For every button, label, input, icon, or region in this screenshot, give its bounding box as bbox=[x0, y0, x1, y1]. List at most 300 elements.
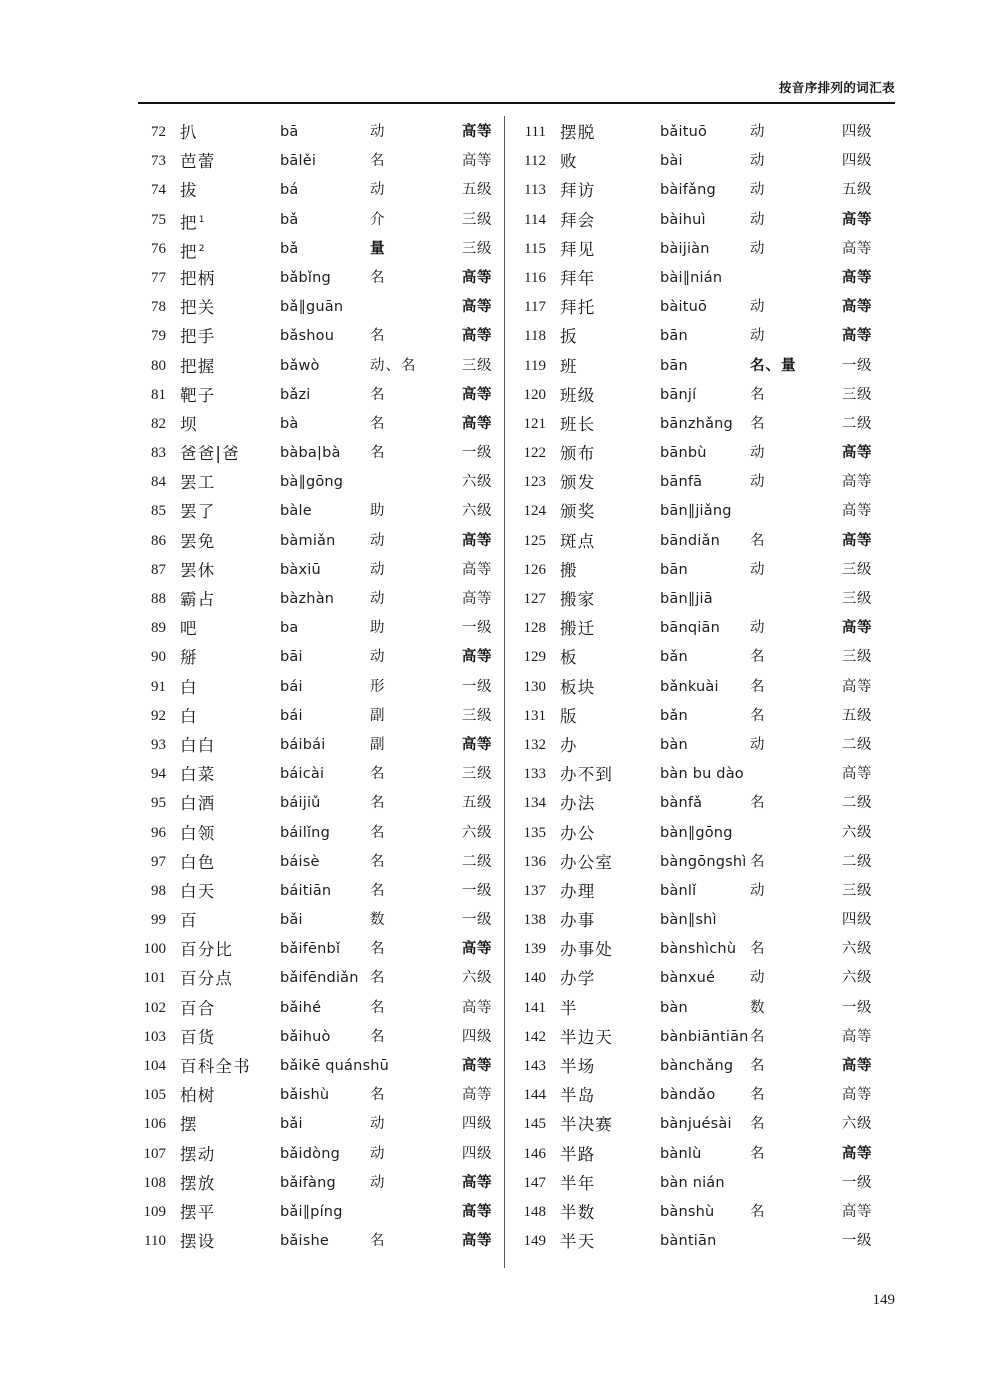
table-row bbox=[132, 731, 504, 760]
entry-level: 三级 bbox=[841, 561, 873, 578]
table-row bbox=[512, 497, 884, 526]
header-rule bbox=[138, 102, 895, 104]
entry-pinyin: bàn∥shì bbox=[660, 912, 717, 929]
entry-headword: 办法 bbox=[560, 794, 596, 814]
entry-pinyin: ba bbox=[280, 620, 299, 637]
entry-pinyin: bàngōngshì bbox=[660, 853, 747, 870]
entry-number: 136 bbox=[523, 853, 546, 870]
entry-number: 101 bbox=[143, 970, 166, 987]
table-row bbox=[512, 527, 884, 556]
table-row bbox=[512, 352, 884, 381]
entry-level: 高等 bbox=[461, 941, 493, 958]
entry-pinyin: bāi bbox=[280, 649, 303, 666]
table-row bbox=[132, 1081, 504, 1110]
entry-number: 138 bbox=[523, 912, 546, 929]
entry-pinyin: bàndǎo bbox=[660, 1087, 716, 1104]
entry-pinyin: bǎbǐng bbox=[280, 269, 331, 286]
entry-level: 三级 bbox=[841, 386, 873, 403]
entry-level: 四级 bbox=[461, 1145, 493, 1162]
entry-level: 五级 bbox=[461, 795, 493, 812]
entry-number: 114 bbox=[524, 211, 546, 228]
table-row bbox=[132, 264, 504, 293]
entry-pinyin: bǎihuò bbox=[280, 1028, 331, 1045]
entry-headword: 靶子 bbox=[180, 385, 216, 405]
entry-number: 127 bbox=[523, 591, 546, 607]
entry-part-of-speech: 名 bbox=[370, 153, 386, 170]
entry-pinyin: bā bbox=[280, 124, 299, 140]
entry-pinyin: bǎ bbox=[280, 240, 299, 257]
entry-part-of-speech: 动 bbox=[370, 124, 386, 140]
entry-level: 高等 bbox=[461, 1203, 493, 1220]
entry-headword: 摆放 bbox=[180, 1173, 216, 1193]
entry-part-of-speech: 动 bbox=[750, 211, 766, 228]
entry-number: 125 bbox=[523, 532, 546, 549]
page-number: 149 bbox=[872, 1292, 895, 1308]
entry-headword: 白 bbox=[180, 677, 198, 697]
entry-headword: 办事 bbox=[560, 911, 596, 931]
entry-pinyin: bànlù bbox=[660, 1145, 702, 1162]
entry-headword: 百货 bbox=[180, 1027, 216, 1047]
entry-level: 高等 bbox=[461, 1058, 493, 1074]
entry-part-of-speech: 动 bbox=[370, 591, 386, 607]
table-row bbox=[512, 731, 884, 760]
entry-number: 97 bbox=[151, 853, 166, 870]
entry-number: 116 bbox=[524, 269, 546, 286]
entry-level: 三级 bbox=[841, 882, 873, 899]
entry-number: 77 bbox=[151, 269, 166, 286]
entry-headword: 百分点 bbox=[180, 969, 234, 989]
table-row bbox=[132, 118, 504, 147]
entry-headword: 把握 bbox=[180, 356, 216, 376]
table-row bbox=[512, 585, 884, 614]
table-row bbox=[512, 264, 884, 293]
entry-level: 高等 bbox=[841, 1028, 873, 1045]
table-row bbox=[512, 848, 884, 877]
entry-level: 一级 bbox=[841, 357, 873, 374]
entry-level: 一级 bbox=[461, 912, 493, 929]
table-row bbox=[512, 994, 884, 1023]
entry-headword: 办理 bbox=[560, 881, 596, 901]
entry-number: 96 bbox=[151, 824, 166, 841]
entry-level: 高等 bbox=[841, 1145, 873, 1162]
table-row bbox=[512, 1023, 884, 1052]
entry-level: 六级 bbox=[461, 824, 493, 841]
entry-headword: 半天 bbox=[560, 1232, 596, 1252]
entry-headword: 半 bbox=[560, 998, 578, 1018]
entry-pinyin: bǎwò bbox=[280, 357, 320, 374]
entry-part-of-speech: 名 bbox=[370, 328, 386, 345]
entry-homograph-index: 2 bbox=[198, 243, 205, 254]
entry-number: 129 bbox=[523, 649, 546, 666]
entry-level: 一级 bbox=[461, 882, 493, 899]
entry-number: 79 bbox=[151, 328, 166, 345]
entry-part-of-speech: 动 bbox=[750, 620, 766, 637]
entry-number: 121 bbox=[523, 415, 546, 432]
entry-part-of-speech: 名 bbox=[370, 415, 386, 432]
entry-level: 六级 bbox=[461, 474, 493, 491]
entry-pinyin: bǎihé bbox=[280, 999, 322, 1016]
table-row bbox=[132, 702, 504, 731]
table-row bbox=[512, 206, 884, 235]
entry-pinyin: bànchǎng bbox=[660, 1058, 734, 1074]
entry-pinyin: bǎifēnbǐ bbox=[280, 941, 341, 958]
entry-part-of-speech: 动 bbox=[750, 445, 766, 462]
entry-part-of-speech: 名 bbox=[370, 1028, 386, 1045]
entry-pinyin: bái bbox=[280, 707, 303, 724]
entry-level: 高等 bbox=[461, 1087, 493, 1104]
entry-headword: 摆动 bbox=[180, 1144, 216, 1164]
entry-part-of-speech: 动 bbox=[750, 736, 766, 753]
entry-part-of-speech: 名 bbox=[370, 1233, 386, 1250]
table-row bbox=[132, 789, 504, 818]
vocabulary-column-right bbox=[512, 118, 884, 1256]
entry-level: 四级 bbox=[461, 1116, 493, 1133]
table-row bbox=[132, 848, 504, 877]
table-row bbox=[512, 118, 884, 147]
table-row bbox=[132, 206, 504, 235]
entry-headword: 百合 bbox=[180, 998, 216, 1018]
entry-homograph-index: 1 bbox=[198, 214, 205, 225]
table-row bbox=[132, 322, 504, 351]
entry-number: 117 bbox=[524, 299, 546, 316]
entry-headword: 爸爸|爸 bbox=[180, 444, 240, 464]
entry-headword: 把$^2$ bbox=[180, 242, 205, 262]
entry-level: 五级 bbox=[841, 707, 873, 724]
running-head: 按音序排列的词汇表 bbox=[778, 80, 895, 95]
table-row bbox=[512, 381, 884, 410]
entry-part-of-speech: 数 bbox=[750, 999, 766, 1016]
entry-level: 高等 bbox=[461, 1233, 493, 1250]
entry-level: 六级 bbox=[461, 503, 493, 520]
entry-level: 六级 bbox=[841, 1116, 873, 1133]
entry-headword: 败 bbox=[560, 152, 578, 172]
entry-pinyin: bàn bbox=[660, 999, 688, 1016]
entry-headword: 办学 bbox=[560, 969, 596, 989]
table-row bbox=[132, 556, 504, 585]
entry-level: 六级 bbox=[841, 941, 873, 958]
table-row bbox=[132, 468, 504, 497]
entry-level: 四级 bbox=[841, 153, 873, 170]
entry-number: 139 bbox=[523, 941, 546, 958]
entry-part-of-speech: 名 bbox=[750, 678, 766, 695]
entry-number: 113 bbox=[524, 182, 546, 199]
entry-headword: 把手 bbox=[180, 327, 216, 347]
entry-number: 83 bbox=[151, 445, 166, 462]
entry-pinyin: bàifǎng bbox=[660, 182, 716, 199]
table-row bbox=[512, 176, 884, 205]
entry-number: 145 bbox=[523, 1116, 546, 1133]
entry-part-of-speech: 助 bbox=[370, 620, 386, 637]
entry-number: 123 bbox=[523, 474, 546, 491]
entry-level: 三级 bbox=[461, 707, 493, 724]
entry-level: 二级 bbox=[841, 853, 873, 870]
entry-pinyin: bǎi∥píng bbox=[280, 1203, 343, 1220]
entry-number: 143 bbox=[523, 1058, 546, 1074]
entry-level: 高等 bbox=[841, 532, 873, 549]
entry-number: 137 bbox=[523, 882, 546, 899]
entry-number: 120 bbox=[523, 386, 546, 403]
entry-headword: 罢了 bbox=[180, 502, 216, 522]
entry-headword: 版 bbox=[560, 706, 578, 726]
entry-number: 142 bbox=[523, 1028, 546, 1045]
entry-number: 92 bbox=[151, 707, 166, 724]
entry-part-of-speech: 形 bbox=[370, 678, 386, 695]
entry-number: 107 bbox=[143, 1145, 166, 1162]
entry-pinyin: bāndiǎn bbox=[660, 532, 720, 549]
entry-headword: 拔 bbox=[180, 181, 198, 201]
entry-number: 118 bbox=[524, 328, 546, 345]
table-row bbox=[132, 527, 504, 556]
entry-number: 73 bbox=[151, 153, 166, 170]
table-row bbox=[132, 293, 504, 322]
entry-pinyin: bàn nián bbox=[660, 1174, 725, 1191]
table-row bbox=[132, 673, 504, 702]
table-row bbox=[512, 1110, 884, 1139]
entry-level: 三级 bbox=[841, 591, 873, 607]
entry-part-of-speech: 动 bbox=[370, 561, 386, 578]
entry-headword: 半数 bbox=[560, 1202, 596, 1222]
entry-number: 85 bbox=[151, 503, 166, 520]
entry-level: 高等 bbox=[461, 269, 493, 286]
entry-pinyin: bān bbox=[660, 328, 688, 345]
table-row bbox=[512, 1052, 884, 1081]
entry-number: 141 bbox=[523, 999, 546, 1016]
entry-headword: 办事处 bbox=[560, 940, 614, 960]
entry-part-of-speech: 动、名 bbox=[370, 357, 417, 374]
table-row bbox=[132, 1140, 504, 1169]
entry-pinyin: báilǐng bbox=[280, 824, 330, 841]
entry-part-of-speech: 名 bbox=[370, 269, 386, 286]
entry-number: 133 bbox=[523, 766, 546, 783]
entry-headword: 百分比 bbox=[180, 940, 234, 960]
entry-part-of-speech: 名 bbox=[750, 941, 766, 958]
table-row bbox=[132, 235, 504, 264]
entry-level: 四级 bbox=[461, 1028, 493, 1045]
entry-level: 高等 bbox=[841, 269, 873, 286]
entry-pinyin: bàzhàn bbox=[280, 591, 335, 607]
entry-part-of-speech: 动 bbox=[750, 240, 766, 257]
entry-part-of-speech: 副 bbox=[370, 736, 386, 753]
entry-level: 高等 bbox=[461, 999, 493, 1016]
entry-headword: 掰 bbox=[180, 648, 198, 668]
table-row bbox=[512, 614, 884, 643]
table-row bbox=[132, 176, 504, 205]
entry-part-of-speech: 名 bbox=[750, 1087, 766, 1104]
entry-part-of-speech: 动 bbox=[370, 182, 386, 199]
entry-headword: 扒 bbox=[180, 123, 198, 142]
entry-part-of-speech: 动 bbox=[370, 649, 386, 666]
table-row bbox=[132, 147, 504, 176]
entry-part-of-speech: 名 bbox=[750, 1028, 766, 1045]
entry-number: 128 bbox=[523, 620, 546, 637]
entry-level: 高等 bbox=[841, 240, 873, 257]
entry-part-of-speech: 名 bbox=[750, 1145, 766, 1162]
entry-pinyin: bānbù bbox=[660, 445, 707, 462]
table-row bbox=[512, 293, 884, 322]
entry-part-of-speech: 名 bbox=[750, 532, 766, 549]
entry-headword: 白菜 bbox=[180, 765, 216, 785]
entry-pinyin: bǎshou bbox=[280, 328, 335, 345]
entry-headword: 摆 bbox=[180, 1115, 198, 1135]
entry-part-of-speech: 数 bbox=[370, 912, 386, 929]
entry-headword: 扳 bbox=[560, 327, 578, 347]
table-row bbox=[512, 906, 884, 935]
entry-number: 88 bbox=[151, 591, 166, 607]
entry-number: 98 bbox=[151, 882, 166, 899]
table-row bbox=[132, 994, 504, 1023]
entry-pinyin: bá bbox=[280, 182, 299, 199]
entry-number: 94 bbox=[151, 766, 166, 783]
table-row bbox=[132, 1023, 504, 1052]
entry-number: 126 bbox=[523, 561, 546, 578]
table-row bbox=[512, 643, 884, 672]
entry-pinyin: bàituō bbox=[660, 299, 708, 316]
table-row bbox=[132, 906, 504, 935]
entry-pinyin: bān bbox=[660, 561, 688, 578]
table-row bbox=[512, 1140, 884, 1169]
entry-pinyin: bàba|bà bbox=[280, 445, 341, 462]
entry-number: 93 bbox=[151, 736, 166, 753]
entry-pinyin: bǎifàng bbox=[280, 1174, 336, 1191]
table-row bbox=[512, 673, 884, 702]
entry-headword: 白白 bbox=[180, 735, 216, 755]
entry-part-of-speech: 名 bbox=[370, 824, 386, 841]
entry-headword: 罢工 bbox=[180, 473, 216, 493]
entry-number: 112 bbox=[524, 153, 546, 170]
entry-number: 86 bbox=[151, 532, 166, 549]
entry-level: 一级 bbox=[841, 1174, 873, 1191]
entry-pinyin: bàle bbox=[280, 503, 312, 520]
column-divider bbox=[504, 116, 505, 1268]
entry-level: 三级 bbox=[461, 211, 493, 228]
entry-level: 高等 bbox=[461, 561, 493, 578]
entry-level: 一级 bbox=[841, 1233, 873, 1250]
entry-pinyin: bàmiǎn bbox=[280, 532, 336, 549]
table-row bbox=[132, 410, 504, 439]
entry-part-of-speech: 名 bbox=[370, 941, 386, 958]
entry-headword: 白 bbox=[180, 706, 198, 726]
table-row bbox=[512, 789, 884, 818]
table-row bbox=[132, 381, 504, 410]
entry-headword: 芭蕾 bbox=[180, 152, 216, 172]
table-row bbox=[512, 1081, 884, 1110]
entry-part-of-speech: 动 bbox=[750, 182, 766, 199]
entry-level: 高等 bbox=[841, 328, 873, 345]
entry-part-of-speech: 名 bbox=[750, 853, 766, 870]
entry-headword: 把$^1$ bbox=[180, 213, 205, 233]
entry-headword: 搬 bbox=[560, 560, 578, 580]
entry-level: 三级 bbox=[461, 357, 493, 374]
entry-number: 72 bbox=[151, 124, 166, 140]
entry-pinyin: bàn bbox=[660, 736, 688, 753]
entry-headword: 摆平 bbox=[180, 1202, 216, 1222]
entry-pinyin: bài bbox=[660, 153, 683, 170]
entry-headword: 半边天 bbox=[560, 1027, 614, 1047]
entry-level: 高等 bbox=[841, 1058, 873, 1074]
entry-number: 76 bbox=[151, 240, 166, 257]
entry-part-of-speech: 助 bbox=[370, 503, 386, 520]
entry-headword: 办不到 bbox=[560, 765, 614, 785]
table-row bbox=[512, 877, 884, 906]
entry-part-of-speech: 动 bbox=[370, 1174, 386, 1191]
entry-part-of-speech: 名 bbox=[370, 853, 386, 870]
entry-headword: 半年 bbox=[560, 1173, 596, 1193]
entry-pinyin: bà∥gōng bbox=[280, 474, 344, 491]
entry-level: 三级 bbox=[461, 766, 493, 783]
entry-pinyin: báisè bbox=[280, 853, 320, 870]
entry-number: 84 bbox=[151, 474, 166, 491]
entry-headword: 半决赛 bbox=[560, 1115, 614, 1135]
entry-level: 高等 bbox=[461, 591, 493, 607]
table-row bbox=[132, 1198, 504, 1227]
entry-level: 高等 bbox=[841, 620, 873, 637]
table-row bbox=[132, 760, 504, 789]
entry-headword: 班级 bbox=[560, 385, 596, 405]
entry-headword: 办 bbox=[560, 735, 578, 755]
entry-headword: 拜托 bbox=[560, 298, 596, 318]
entry-part-of-speech: 介 bbox=[370, 211, 386, 228]
entry-part-of-speech: 动 bbox=[750, 124, 766, 140]
entry-number: 111 bbox=[524, 124, 546, 140]
entry-pinyin: bànshìchù bbox=[660, 941, 737, 958]
entry-part-of-speech: 动 bbox=[750, 561, 766, 578]
entry-headword: 把柄 bbox=[180, 268, 216, 288]
entry-number: 75 bbox=[151, 211, 166, 228]
entry-number: 109 bbox=[143, 1203, 166, 1220]
entry-headword: 板块 bbox=[560, 677, 596, 697]
entry-pinyin: bànlǐ bbox=[660, 882, 697, 899]
entry-pinyin: bǎn bbox=[660, 707, 688, 724]
entry-number: 106 bbox=[143, 1116, 166, 1133]
entry-number: 104 bbox=[143, 1058, 166, 1074]
entry-headword: 百 bbox=[180, 911, 198, 931]
entry-level: 高等 bbox=[841, 503, 873, 520]
entry-part-of-speech: 动 bbox=[370, 1116, 386, 1133]
entry-part-of-speech: 名 bbox=[370, 999, 386, 1016]
entry-number: 81 bbox=[151, 386, 166, 403]
entry-level: 六级 bbox=[461, 970, 493, 987]
table-row bbox=[512, 964, 884, 993]
entry-part-of-speech: 名 bbox=[750, 795, 766, 812]
entry-pinyin: bàn bu dào bbox=[660, 766, 744, 783]
table-row bbox=[132, 1169, 504, 1198]
entry-number: 91 bbox=[151, 678, 166, 695]
entry-level: 高等 bbox=[461, 299, 493, 316]
entry-pinyin: bǎi bbox=[280, 1116, 303, 1133]
entry-part-of-speech: 动 bbox=[750, 328, 766, 345]
table-row bbox=[512, 1169, 884, 1198]
entry-number: 100 bbox=[143, 941, 166, 958]
entry-level: 高等 bbox=[841, 299, 873, 316]
entry-level: 高等 bbox=[461, 1174, 493, 1191]
entry-pinyin: bànfǎ bbox=[660, 795, 703, 812]
entry-pinyin: bǎ bbox=[280, 211, 299, 228]
entry-number: 130 bbox=[523, 678, 546, 695]
table-row bbox=[132, 352, 504, 381]
entry-headword: 柏树 bbox=[180, 1086, 216, 1106]
entry-headword: 罢免 bbox=[180, 531, 216, 551]
table-row bbox=[512, 410, 884, 439]
table-row bbox=[512, 1198, 884, 1227]
entry-number: 89 bbox=[151, 620, 166, 637]
table-row bbox=[132, 643, 504, 672]
entry-pinyin: bānfā bbox=[660, 474, 703, 491]
entry-part-of-speech: 名 bbox=[370, 1087, 386, 1104]
entry-number: 146 bbox=[523, 1145, 546, 1162]
table-row bbox=[512, 819, 884, 848]
entry-headword: 办公室 bbox=[560, 852, 614, 872]
entry-pinyin: bàijiàn bbox=[660, 240, 710, 257]
